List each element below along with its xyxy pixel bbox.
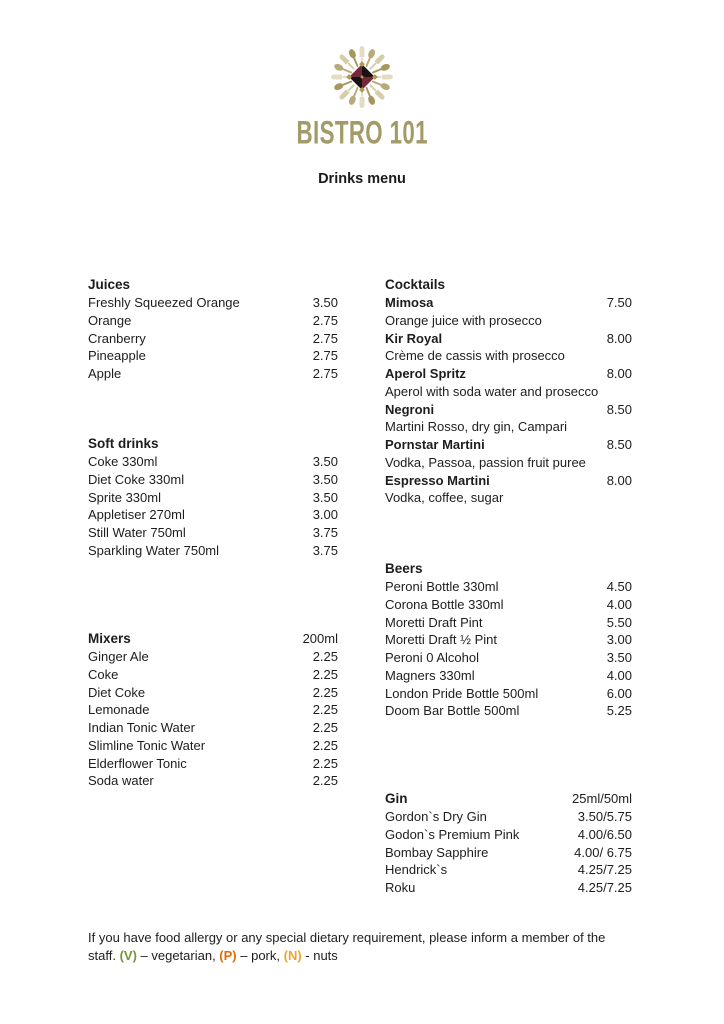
logo-wrap <box>0 43 724 114</box>
menu-subtitle: Drinks menu <box>318 171 406 187</box>
item-name: Sprite 330ml <box>88 489 161 505</box>
allergy-note-line2 <box>88 947 648 965</box>
menu-item-row <box>88 294 338 312</box>
menu-item-row <box>385 685 632 703</box>
section-mixers <box>88 630 338 790</box>
nuts-label: - nuts <box>301 947 338 963</box>
section-header <box>88 630 338 648</box>
item-name: Kir Royal <box>385 330 443 346</box>
menu-item-row <box>88 506 338 524</box>
vegetarian-label: – vegetarian, <box>136 947 220 963</box>
item-price: 4.25/7.25 <box>577 880 632 895</box>
section-title: Mixers <box>88 631 131 646</box>
menu-item-row <box>88 737 338 755</box>
menu-item-row <box>88 719 338 737</box>
menu-item-row <box>385 702 632 720</box>
bistro-logo-cutlery-mandala-icon <box>328 43 396 111</box>
item-name: Doom Bar Bottle 500ml <box>385 703 520 719</box>
section-gin <box>385 790 632 897</box>
item-name: Aperol Spritz <box>385 366 466 381</box>
item-name: Coke <box>88 666 119 682</box>
item-name: Apple <box>88 366 122 381</box>
menu-item-row <box>88 453 338 471</box>
item-price: 3.75 <box>312 542 338 558</box>
nuts-code: (N) <box>283 947 302 963</box>
item-price: 2.25 <box>312 702 338 718</box>
item-price: 3.50 <box>312 471 338 487</box>
menu-item-row <box>385 401 632 419</box>
item-name: Hendrick`s <box>385 862 448 878</box>
item-price: 2.75 <box>312 312 338 328</box>
item-price: 2.25 <box>312 755 338 771</box>
item-price: 3.50 <box>312 454 338 469</box>
item-price: 8.00 <box>606 366 632 381</box>
menu-item-row <box>385 614 632 632</box>
section-title: Juices <box>88 277 131 292</box>
menu-item-row <box>385 472 632 490</box>
menu-item-row <box>88 701 338 719</box>
item-price: 3.50 <box>312 489 338 505</box>
item-name: Negroni <box>385 401 435 417</box>
item-name: Godon`s Premium Pink <box>385 826 520 842</box>
section-title: Soft drinks <box>88 436 159 451</box>
menu-item-row <box>88 489 338 507</box>
brand-title-wrap <box>0 113 724 151</box>
item-name: Orange <box>88 312 132 328</box>
item-name: Elderflower Tonic <box>88 755 187 771</box>
item-name: Soda water <box>88 773 154 789</box>
section-header <box>385 276 632 294</box>
item-name: Cranberry <box>88 330 146 346</box>
item-price: 2.25 <box>312 649 338 664</box>
menu-item-row <box>385 861 632 879</box>
page-header <box>0 0 724 187</box>
item-name: Espresso Martini <box>385 472 490 488</box>
section-title: Beers <box>385 561 423 576</box>
item-name: Pineapple <box>88 348 146 364</box>
item-name: Lemonade <box>88 702 150 718</box>
item-name: Magners 330ml <box>385 667 475 683</box>
item-description: Aperol with soda water and prosecco <box>385 383 599 399</box>
item-name: Peroni 0 Alcohol <box>385 650 479 665</box>
pork-code: (P) <box>219 947 237 963</box>
item-price: 2.25 <box>312 720 338 735</box>
item-price: 4.00 <box>606 596 632 612</box>
section-juices <box>88 276 338 383</box>
section-title: Cocktails <box>385 277 446 292</box>
menu-item-row <box>385 294 632 312</box>
menu-item-row <box>88 772 338 790</box>
item-price: 4.00/6.50 <box>577 826 632 842</box>
item-name: Pornstar Martini <box>385 437 485 452</box>
item-description: Crème de cassis with prosecco <box>385 348 565 364</box>
item-name: Still Water 750ml <box>88 525 186 540</box>
item-description: Martini Rosso, dry gin, Campari <box>385 419 568 435</box>
item-price: 3.50 <box>606 650 632 665</box>
menu-item-row <box>88 347 338 365</box>
menu-item-row <box>385 330 632 348</box>
item-price: 3.50 <box>312 295 338 310</box>
item-name: Indian Tonic Water <box>88 720 195 735</box>
section-header <box>88 276 338 294</box>
allergy-note-line1: If you have food allergy or any special dietary requirement, please inform a member of the <box>88 930 606 945</box>
section-header <box>385 560 632 578</box>
menu-item-row <box>385 879 632 897</box>
item-name: Roku <box>385 880 416 895</box>
item-price: 7.50 <box>606 295 632 310</box>
brand-title: BISTRO 101 <box>296 113 428 151</box>
item-price: 8.50 <box>606 437 632 452</box>
item-name: Gordon`s Dry Gin <box>385 809 487 824</box>
menu-item-row <box>88 684 338 702</box>
menu-item-row <box>88 312 338 330</box>
menu-item-row <box>88 542 338 560</box>
section-soft-drinks <box>88 435 338 560</box>
section-header <box>385 790 632 808</box>
item-price: 2.25 <box>312 737 338 753</box>
menu-item-row <box>88 648 338 666</box>
item-name: Coke 330ml <box>88 454 158 469</box>
item-price: 6.00 <box>606 685 632 701</box>
section-beers <box>385 560 632 720</box>
menu-item-row <box>385 844 632 862</box>
menu-item-row <box>88 524 338 542</box>
item-price: 4.00 <box>606 667 632 683</box>
item-name: Moretti Draft ½ Pint <box>385 632 497 648</box>
menu-item-row <box>385 578 632 596</box>
item-name: London Pride Bottle 500ml <box>385 685 539 701</box>
item-price: 8.00 <box>606 330 632 346</box>
section-header <box>88 435 338 453</box>
menu-item-row <box>385 436 632 454</box>
item-name: Diet Coke <box>88 684 146 700</box>
menu-item-row <box>385 649 632 667</box>
item-price: 8.00 <box>606 472 632 488</box>
item-name: Peroni Bottle 330ml <box>385 579 499 594</box>
item-price: 2.75 <box>312 348 338 364</box>
item-description: Vodka, coffee, sugar <box>385 490 504 506</box>
item-name: Sparkling Water 750ml <box>88 542 220 558</box>
menu-item-row <box>88 365 338 383</box>
item-price: 3.50/5.75 <box>577 809 632 824</box>
item-price: 2.25 <box>312 684 338 700</box>
item-name: Moretti Draft Pint <box>385 614 483 630</box>
pork-label: – pork, <box>236 947 284 963</box>
menu-item-row <box>385 667 632 685</box>
item-name: Bombay Sapphire <box>385 844 489 860</box>
allergy-note <box>88 929 648 965</box>
item-description: Orange juice with prosecco <box>385 312 542 328</box>
item-name: Mimosa <box>385 295 434 310</box>
section-unit-header: 25ml/50ml <box>572 791 632 806</box>
item-price: 3.75 <box>312 525 338 540</box>
item-name: Diet Coke 330ml <box>88 471 185 487</box>
section-unit-header: 200ml <box>302 631 338 646</box>
menu-item-row <box>385 826 632 844</box>
item-price: 2.75 <box>312 330 338 346</box>
menu-item-row <box>88 666 338 684</box>
menu-item-row <box>385 808 632 826</box>
item-price: 8.50 <box>606 401 632 417</box>
item-price: 4.00/ 6.75 <box>574 844 632 860</box>
menu-item-row <box>385 631 632 649</box>
item-price: 4.50 <box>606 579 632 594</box>
item-price: 2.25 <box>312 773 338 789</box>
item-description: Vodka, Passoa, passion fruit puree <box>385 454 586 470</box>
section-title: Gin <box>385 791 408 806</box>
item-price: 3.00 <box>312 507 338 523</box>
menu-item-row <box>385 365 632 383</box>
item-price: 5.25 <box>606 703 632 719</box>
item-price: 5.50 <box>606 614 632 630</box>
menu-item-row <box>88 471 338 489</box>
item-name: Appletiser 270ml <box>88 507 185 523</box>
item-price: 3.00 <box>606 632 632 648</box>
section-cocktails <box>385 276 632 507</box>
menu-item-row <box>385 596 632 614</box>
item-name: Corona Bottle 330ml <box>385 596 504 612</box>
vegetarian-code: (V) <box>119 947 137 963</box>
item-price: 2.75 <box>312 366 338 381</box>
allergy-note-prefix: staff. <box>88 947 120 963</box>
item-price: 4.25/7.25 <box>577 862 632 878</box>
menu-item-row <box>88 330 338 348</box>
item-name: Freshly Squeezed Orange <box>88 295 240 310</box>
item-name: Ginger Ale <box>88 649 149 664</box>
item-price: 2.25 <box>312 666 338 682</box>
menu-item-row <box>88 755 338 773</box>
item-name: Slimline Tonic Water <box>88 737 206 753</box>
